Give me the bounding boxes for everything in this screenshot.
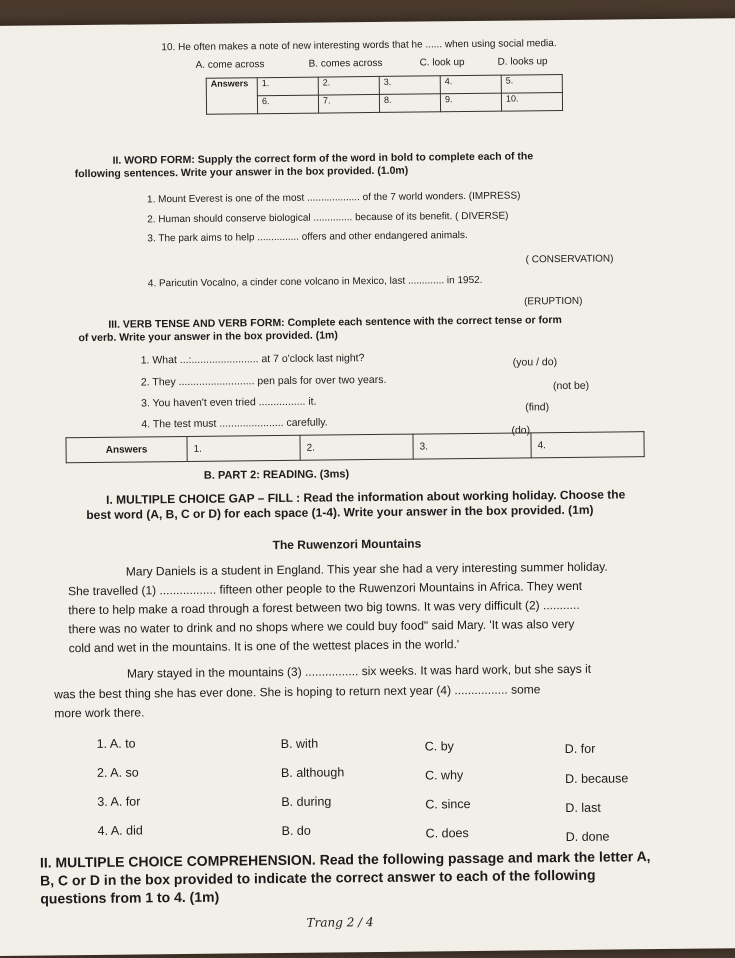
answer-cell[interactable]: 10. [501,93,562,112]
verb-tense-hint-2: (not be) [552,379,590,393]
answer-cell[interactable]: 4. [440,75,501,94]
verb-tense-heading: III. VERB TENSE AND VERB FORM: Complete each sentence with the correct tense or form of verb. Write your answer in the box provided. (1m) [78,314,562,345]
q10-option-c: C. look up [419,57,465,69]
word-form-heading: II. WORD FORM: Supply the correct form of the word in bold to complete each of the following sentences. Write your answer in the box provided. (1.0m) [74,150,534,181]
part-b-heading: B. PART 2: READING. (3ms) [203,468,350,482]
passage-title: The Ruwenzori Mountains [272,536,422,553]
choice-3c: C. since [425,797,471,812]
answer-table-label: Answers [206,78,257,115]
choice-1b: B. with [280,736,319,752]
answer-cell[interactable]: 1. [187,435,300,461]
answer-cell[interactable]: 6. [257,95,318,114]
word-form-item-2: 2. Human should conserve biological .............. because of its benefit. ( DIVERSE) [147,210,509,226]
answer-cell[interactable]: 2. [318,76,379,95]
answer-cell[interactable]: 9. [440,93,501,112]
choice-2a: 2. A. so [96,765,139,780]
verb-tense-item-4: 4. The test must ...................... carefully. [141,416,328,431]
choice-3d: D. last [565,800,601,816]
verb-tense-hint-4: (do) [511,424,531,437]
answer-table-section1 [206,74,563,115]
choice-1c: C. by [424,739,454,754]
answer-table-label: Answers [66,436,187,462]
answer-table-section3 [65,431,644,463]
q10-option-d: D. looks up [497,56,548,68]
mc-gap-heading: I. MULTIPLE CHOICE GAP – FILL : Read the information about working holiday. Choose the best word (A, B, C or D) for each space (1-4). Write your answer in the box provided. (1m) [86,487,626,523]
q10-option-a: A. come across [195,59,265,71]
verb-tense-hint-1: (you / do) [512,356,558,369]
word-form-hint-4: (ERUPTION) [524,295,583,308]
choice-2d: D. because [564,771,629,787]
answer-cell[interactable]: 2. [300,434,413,460]
choice-2b: B. although [280,765,345,780]
choice-3a: 3. A. for [97,794,141,809]
word-form-item-3: 3. The park aims to help ............... offers and other endangered animals. [147,230,468,245]
passage-line: Mary Daniels is a student in England. This year she had a very interesting summer holiday. [125,559,608,579]
word-form-item-4: 4. Paricutin Vocalno, a cinder cone volcano in Mexico, last ............. in 1952. [147,274,483,290]
answer-cell[interactable]: 5. [501,75,562,94]
answer-cell[interactable]: 8. [379,94,440,113]
verb-tense-hint-3: (find) [525,401,550,414]
mc-comprehension-heading: II. MULTIPLE CHOICE COMPREHENSION. Read the following passage and mark the letter A, B, C or D in the box provided to indicate the correct answer to each of the following questions from 1 to 4. (1m) [39,848,651,907]
worksheet-page [0,18,735,956]
word-form-item-1: 1. Mount Everest is one of the most ................... of the 7 world wonders. (IMPRESS) [146,190,521,206]
q10-option-b: B. comes across [308,57,383,70]
word-form-hint-3: ( CONSERVATION) [525,253,614,266]
choice-3b: B. during [281,794,332,809]
passage-line: was the best thing she has ever done. She is hoping to return next year (4) ................ some [54,682,541,702]
answer-cell[interactable]: 3. [379,76,440,95]
page-number: Trang 2 / 4 [306,915,374,930]
answer-cell[interactable]: 4. [531,432,644,458]
passage-line: more work there. [54,705,145,721]
passage-line: there was no water to drink and no shops where we could buy food" said Mary. 'It was also very [68,616,575,637]
choice-4b: B. do [281,823,311,838]
choice-1d: D. for [564,741,596,757]
answer-cell[interactable]: 7. [318,94,379,113]
choice-4a: 4. A. did [97,823,143,838]
choice-4d: D. done [565,829,610,845]
answer-cell[interactable]: 3. [413,433,531,459]
answer-cell[interactable]: 1. [257,77,318,96]
question-10: 10. He often makes a note of new interesting words that he ...... when using social media. [161,38,557,54]
passage-line: there to help make a road through a forest between two big towns. It was very difficult (2) ........... [68,597,580,618]
verb-tense-item-1: 1. What ...:....................... at 7 o'clock last night? [140,352,365,367]
passage-line: She travelled (1) ................. fifteen other people to the Ruwenzori Mountains in Africa. They went [68,578,583,599]
passage-line: Mary stayed in the mountains (3) ................ six weeks. It was hard work, but she says it [126,661,592,681]
verb-tense-item-3: 3. You haven't even tried ................ it. [141,395,317,410]
choice-4c: C. does [425,826,469,841]
choice-1a: 1. A. to [96,736,136,751]
choice-2c: C. why [424,768,464,783]
verb-tense-item-2: 2. They .......................... pen pals for over two years. [140,373,387,389]
passage-line: cold and wet in the mountains. It is one of the wettest places in the world.' [68,637,460,656]
